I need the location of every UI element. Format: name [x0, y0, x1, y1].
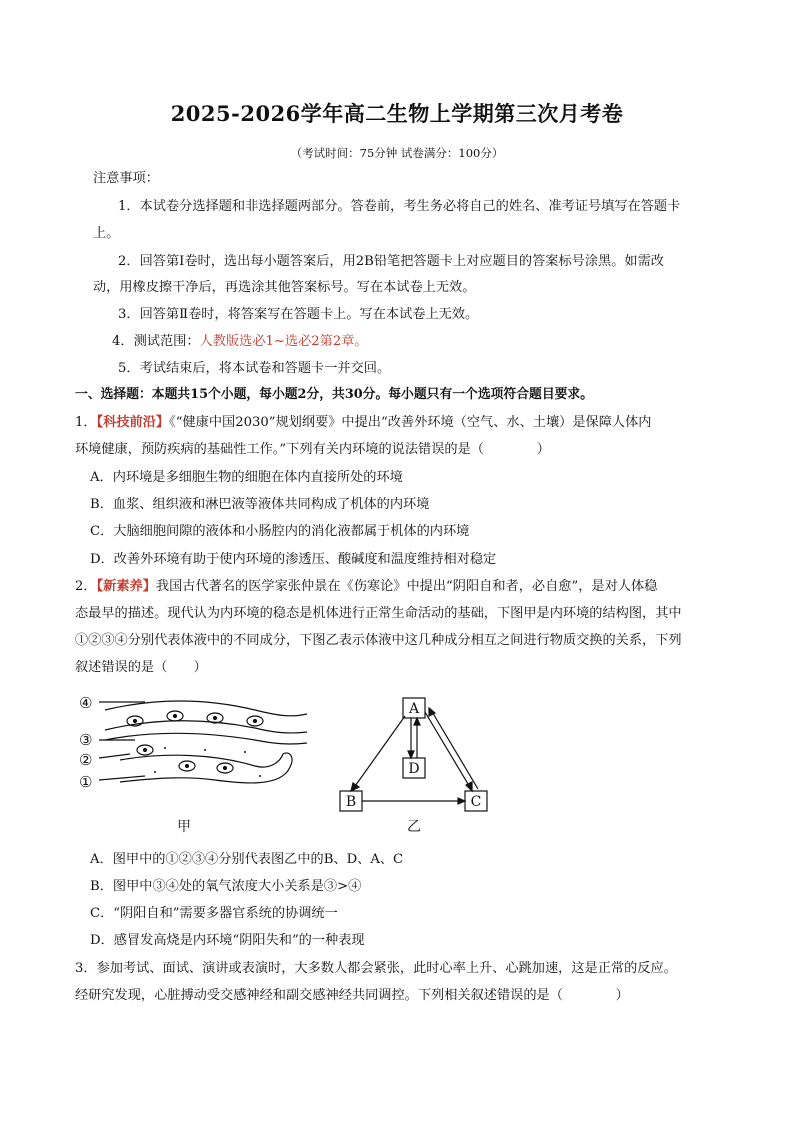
arrow-a-to-b — [353, 716, 405, 789]
section-heading: 一、选择题：本题共15个小题，每小题2分，共30分。每小题只有一个选项符合题目要求。 — [75, 387, 594, 402]
notice-item-1a: 1．本试卷分选择题和非选择题两部分。答卷前，考生务必将自己的姓名、准考证号填写在答题卡 — [118, 199, 681, 214]
q1-stem-a: 《“健康中国2030”规划纲要》中提出“改善外环境（空气、水、土壤）是保障人体内 — [169, 415, 652, 430]
arrowhead-a-c — [466, 782, 472, 791]
label-2: ② — [79, 751, 93, 769]
arrowhead-a-d — [408, 751, 414, 758]
arrowhead-a-b — [351, 783, 359, 791]
blood-cells — [127, 711, 263, 726]
exam-info: （考试时间：75分钟 试卷满分：100分） — [290, 146, 504, 160]
label-1: ① — [79, 773, 93, 791]
lymph-vessel — [120, 753, 292, 783]
notice-item-4 — [112, 333, 368, 351]
q2-tag: 【新素养】 — [96, 579, 156, 594]
q1-option-c: C．大脑细胞间隙的液体和小肠腔内的消化液都属于机体的内环境 — [90, 524, 470, 539]
tissue-cells — [137, 745, 233, 773]
q2-stem-a: 我国古代著名的医学家张仲景在《伤寒论》中提出“阴阳自和者，必自愈”，是对人体稳 — [155, 579, 658, 594]
arrowhead-d-a — [414, 718, 420, 725]
test-range: 人教版选必1~选必2第2章。 — [199, 334, 368, 349]
q2-option-d: D．感冒发高烧是内环境“阴阳失和”的一种表现 — [90, 933, 365, 948]
leader-1 — [99, 776, 145, 780]
notice-item-3: 3．回答第Ⅱ卷时，将答案写在答题卡上。写在本试卷上无效。 — [118, 307, 479, 322]
capillary-wall-top — [105, 701, 307, 716]
q1-number: 1． — [75, 415, 97, 430]
q3-stem-line-1: 3．参加考试、面试、演讲或表演时，大多数人都会紧张，此时心率上升、心跳加速，这是正常的反应。 — [75, 961, 677, 976]
node-d: D — [408, 761, 420, 777]
label-3: ③ — [79, 731, 93, 749]
node-b: B — [345, 794, 357, 810]
capillary-wall-bottom — [105, 733, 307, 744]
q2-stem-line-3: ①②③④分别代表体液中的不同成分，下图乙表示体液中这几种成分相互之间进行物质交换的关系，下列 — [75, 633, 682, 648]
figure-jia — [99, 701, 307, 783]
node-c: C — [470, 794, 482, 810]
q1-option-a: A．内环境是多细胞生物的细胞在体内直接所处的环境 — [90, 470, 403, 485]
label-4: ④ — [79, 694, 93, 712]
arrow-a-to-c — [425, 712, 471, 789]
figure-jia-labels — [79, 694, 92, 791]
q1-tag: 【科技前沿】 — [96, 415, 170, 430]
notice-item-1b: 上。 — [93, 226, 120, 241]
q3-stem-line-2: 经研究发现，心脏搏动受交感神经和副交感神经共同调控。下列相关叙述错误的是（ ） — [75, 988, 629, 1003]
q2-figures — [75, 688, 505, 838]
notice-item-5: 5．考试结束后，将本试卷和答题卡一并交回。 — [118, 361, 391, 376]
q2-option-c: C．“阴阳自和”需要多器官系统的协调统一 — [90, 906, 338, 921]
interstitial-dots — [154, 747, 261, 777]
node-a: A — [408, 701, 420, 717]
leader-2 — [99, 754, 130, 758]
arrowhead-b-c — [458, 798, 465, 804]
page-title: 2025-2026学年高二生物上学期第三次月考卷 — [170, 101, 624, 126]
q1-stem-line-2: 环境健康，预防疾病的基础性工作。”下列有关内环境的说法错误的是（ ） — [75, 442, 550, 457]
q2-option-b: B．图甲中③④处的氧气浓度大小关系是③>④ — [90, 879, 362, 894]
q1-option-b: B．血浆、组织液和淋巴液等液体共同构成了机体的内环境 — [90, 497, 430, 512]
figure-yi-caption: 乙 — [407, 819, 421, 835]
q2-stem-line-2: 态最早的描述。现代认为内环境的稳态是机体进行正常生命活动的基础，下图甲是内环境的结构图，其中 — [75, 606, 682, 621]
arrow-c-to-a — [431, 710, 478, 789]
q1-option-d: D．改善外环境有助于使内环境的渗透压、酸碱度和温度维持相对稳定 — [90, 552, 497, 567]
figure-jia-caption: 甲 — [177, 819, 191, 835]
q1-stem-line-1 — [75, 414, 651, 432]
q2-stem-line-1 — [75, 578, 657, 596]
q2-option-a: A．图甲中的①②③④分别代表图乙中的B、D、A、C — [90, 852, 404, 867]
q2-number: 2． — [75, 579, 97, 594]
notice-item-2b: 动，用橡皮擦干净后，再选涂其他答案标号。写在本试卷上无效。 — [93, 280, 476, 295]
notice-item-4-prefix: 4．测试范围： — [112, 334, 200, 349]
q2-stem-line-4: 叙述错误的是（ ） — [75, 660, 207, 675]
notice-heading: 注意事项： — [93, 171, 159, 186]
notice-item-2a: 2．回答第Ⅰ卷时，选出每小题答案后，用2B铅笔把答题卡上对应题目的答案标号涂黑。如需改 — [118, 254, 664, 269]
